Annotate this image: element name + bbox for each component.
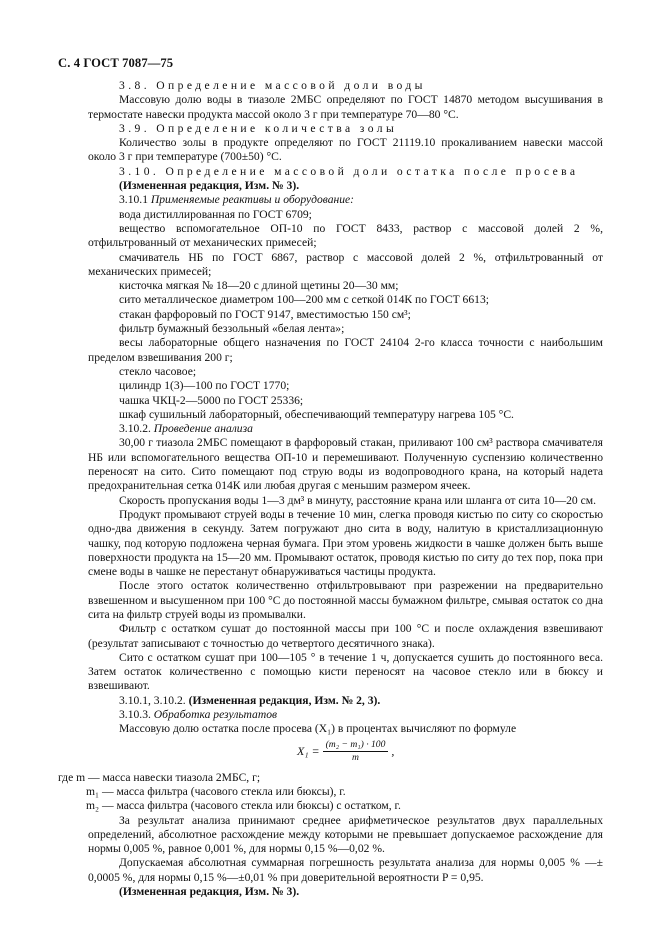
section-3-8-title: 3.8. Определение массовой доли воды	[119, 79, 426, 92]
subsection-title: Проведение анализа	[153, 422, 253, 436]
list-item: чашка ЧКЦ-2—5000 по ГОСТ 25336;	[119, 393, 304, 407]
subsection-number: 3.10.1	[119, 193, 148, 207]
subsection-number: 3.10.3.	[119, 708, 151, 722]
definition-m2: m₂ — масса фильтра (часового стекла или бюксы) с остатком, г.	[86, 799, 401, 813]
variable-definitions	[58, 770, 603, 814]
equipment-list	[88, 208, 603, 422]
subsection-title: Обработка результатов	[153, 708, 278, 722]
formula-expression	[297, 739, 394, 764]
section-3-9-text: Количество золы в продукте определяют по ГОСТ 21119.10 прокаливанием навески массой около 3 г при температуре (700±50) °С.	[88, 136, 603, 164]
result-paragraph: Допускаемая абсолютная суммарная погрешность результата анализа для нормы 0,005 % —± 0,0005 %, для нормы 0,15 %—±0,01 % при доверительной вероятности P = 0,95.	[88, 856, 603, 884]
amendment-sections: 3.10.1, 3.10.2.	[119, 693, 186, 707]
amendment-note-3: (Измененная редакция, Изм. № 3).	[119, 885, 300, 899]
formula-denominator: m	[352, 751, 359, 763]
analysis-paragraph: Сито с остатком сушат при 100—105 ° в течение 1 ч, допускается сушить до постоянного веса. Затем остаток количественно с помощью кисти переносят на часовое стекло или в бюксу и взвешивают.	[88, 650, 603, 693]
result-paragraph: За результат анализа принимают среднее арифметическое результатов двух параллельных определений, абсолютное расхождение между которыми не превышает допускаемое расхождение для нормы 0,005 %, равное 0,001 %, для нормы 0,15 %—0,02 %.	[88, 813, 603, 856]
amendment-note-1: (Измененная редакция, Изм. № 3).	[119, 179, 300, 193]
list-item: кисточка мягкая № 18—20 с длиной щетины 20—30 мм;	[119, 279, 399, 293]
formula-tail: ,	[391, 744, 395, 758]
subsection-3-10-3	[88, 708, 603, 722]
analysis-paragraph: Фильтр с остатком сушат до постоянной массы при 100 °С и после охлаждения взвешивают (результат записывают с точностью до четвертого десятичного знака).	[88, 622, 603, 650]
list-item: сито металлическое диаметром 100—200 мм с сеткой 014К по ГОСТ 6613;	[119, 293, 489, 307]
subsection-3-10-1	[88, 193, 603, 207]
list-item: шкаф сушильный лабораторный, обеспечивающий температуру нагрева 105 °С.	[119, 407, 514, 421]
analysis-paragraph: 30,00 г тиазола 2МБС помещают в фарфоровый стакан, приливают 100 см³ раствора смачивателя НБ или вспомогательного вещества ОП-10 и перемешивают. Полученную суспензию количественно переносят на сито. Сито помещают под струю воды из водопроводного крана, на который надета предохранительная сетка 014К или любая другая с меньшим размером ячеек.	[88, 436, 603, 493]
section-3-8-text: Массовую долю воды в тиазоле 2МБС определяют по ГОСТ 14870 методом высушивания в термостате навески продукта массой около 3 г при температуре 70—80 °С.	[88, 93, 603, 121]
list-item: вода дистиллированная по ГОСТ 6709;	[119, 207, 312, 221]
formula-numerator: (m₂ − m₁) · 100	[323, 739, 389, 752]
amendment-label: (Измененная редакция, Изм. № 2, 3).	[188, 693, 381, 707]
list-item: смачиватель НБ по ГОСТ 6867, раствор с массовой долей 2 %, отфильтрованный от механических примесей;	[88, 250, 603, 278]
document-body	[58, 79, 603, 899]
subsection-number: 3.10.2.	[119, 422, 151, 436]
list-item: стакан фарфоровый по ГОСТ 9147, вместимостью 150 см³;	[119, 307, 411, 321]
page-header: С. 4 ГОСТ 7087—75	[58, 56, 174, 70]
definition-m1: m₁ — масса фильтра (часового стекла или бюксы), г.	[86, 784, 346, 798]
list-item: весы лабораторные общего назначения по ГОСТ 24104 2-го класса точности с наибольшим пределом взвешивания 200 г;	[88, 336, 603, 364]
analysis-paragraph: Скорость пропускания воды 1—3 дм³ в минуту, расстояние крана или шланга от сита 10—20 см.	[119, 493, 597, 507]
analysis-paragraph: Продукт промывают струей воды в течение 10 мин, слегка проводя кистью по ситу со скоростью одно-два движения в секунду. Затем погружают дно сита в воду, налитую в кристаллизационную чашку, под которую подложена черная бумага. При этом уровень жидкости в чашке должен быть выше поверхности продукта на 15—20 мм. Промывают остаток, проводя кистью по ситу до тех пор, пока при смене воды в чашке не перестанут обнаруживаться частицы продукта.	[88, 507, 603, 579]
formula	[88, 737, 603, 771]
list-item: фильтр бумажный беззольный «белая лента»;	[119, 322, 345, 336]
list-item: цилиндр 1(3)—100 по ГОСТ 1770;	[119, 379, 290, 393]
subsection-title: Применяемые реактивы и оборудование:	[150, 193, 355, 207]
definition-m: где m — масса навески тиазола 2МБС, г;	[58, 770, 261, 784]
formula-fraction	[323, 739, 389, 764]
formula-lhs: X₁ =	[297, 744, 320, 758]
amendment-note-2	[88, 694, 603, 708]
section-3-10-title: 3.10. Определение массовой доли остатка после просева	[119, 164, 579, 178]
list-item: стекло часовое;	[119, 364, 197, 378]
section-3-9-title: 3.9. Определение количества золы	[119, 121, 398, 135]
subsection-3-10-2	[88, 422, 603, 436]
formula-intro: Массовую долю остатка после просева (X₁) в процентах вычисляют по формуле	[119, 722, 517, 736]
analysis-paragraph: После этого остаток количественно отфильтровывают при разрежении на предварительно взвешенном и высушенном при 100 °С до постоянной массы бумажном фильтре, смывая остаток со дна сита на фильтр струей воды из промывалки.	[88, 579, 603, 621]
list-item: вещество вспомогательное ОП-10 по ГОСТ 8433, раствор с массовой долей 2 %, отфильтрованный от механических примесей;	[88, 221, 603, 250]
